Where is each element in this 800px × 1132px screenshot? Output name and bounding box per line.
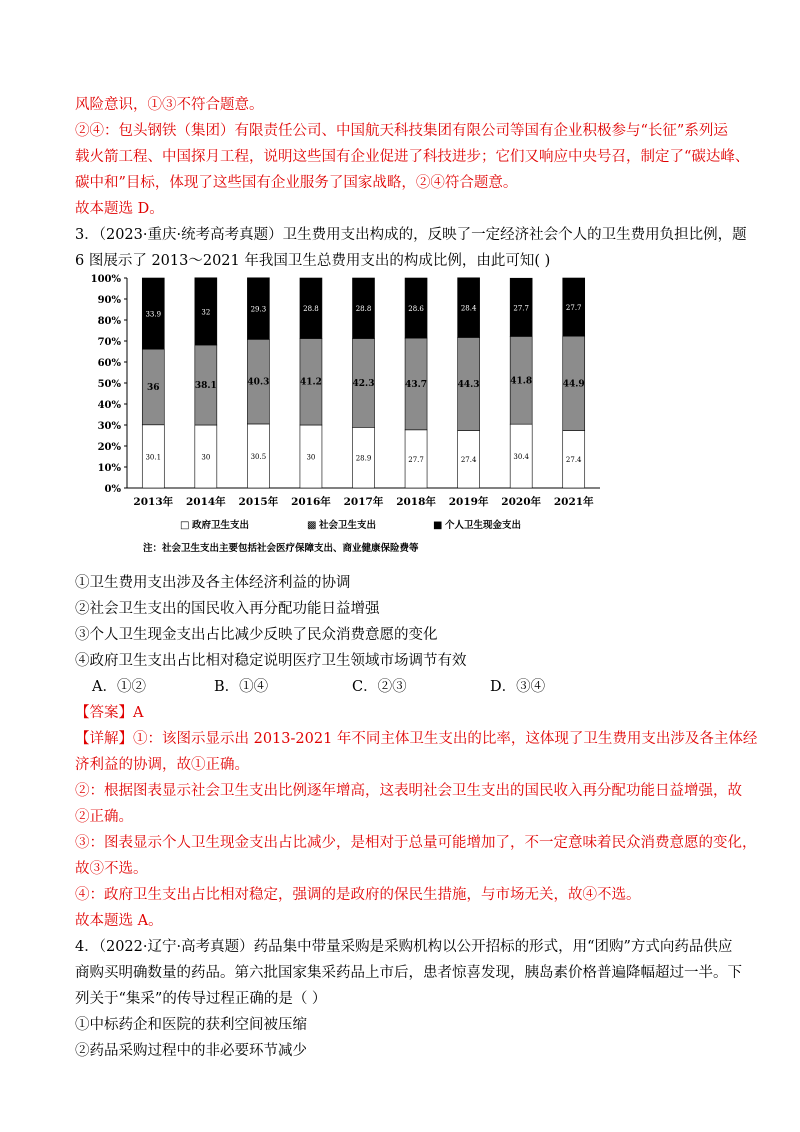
explanation-line: 济利益的协调，故①正确。 bbox=[75, 757, 249, 773]
data-label: 28.6 bbox=[408, 305, 424, 314]
x-tick-label: 2019年 bbox=[448, 496, 489, 508]
y-tick-label: 40% bbox=[97, 400, 121, 411]
text-line: ②④：包头钢铁（集团）有限责任公司、中国航天科技集团有限公司等国有企业积极参与“长征”系列运 bbox=[75, 123, 728, 139]
data-label: 27.7 bbox=[565, 304, 582, 313]
x-tick-label: 2021年 bbox=[553, 496, 594, 508]
statement-1: ①卫生费用支出涉及各主体经济利益的协调 bbox=[75, 575, 351, 591]
x-tick-label: 2014年 bbox=[185, 496, 226, 508]
question-3-stem: 3．（2023·重庆·统考高考真题）卫生费用支出构成的，反映了一定经济社会个人的卫生费用负担比例，题 bbox=[75, 227, 747, 243]
data-label: 30 bbox=[306, 453, 316, 462]
question-4-stem: 4．（2022·辽宁·高考真题）药品集中带量采购是采购机构以公开招标的形式，用“团购”方式向药品供应 bbox=[75, 939, 733, 955]
statement-4: ④政府卫生支出占比相对稳定说明医疗卫生领域市场调节有效 bbox=[75, 653, 467, 669]
data-label: 30.4 bbox=[513, 453, 529, 462]
text-line: 碳中和”目标，体现了这些国有企业服务了国家战略，②④符合题意。 bbox=[75, 175, 518, 191]
option-a: A．①② bbox=[92, 679, 146, 695]
data-label: 30.1 bbox=[145, 453, 162, 462]
text-line: 载火箭工程、中国探月工程，说明这些国有企业促进了科技进步；它们又响应中央号召，制定了“碳达峰、 bbox=[75, 149, 750, 165]
x-tick-label: 2015年 bbox=[238, 496, 279, 508]
x-tick-label: 2013年 bbox=[133, 496, 174, 508]
data-label: 27.7 bbox=[408, 455, 424, 464]
y-tick-label: 90% bbox=[97, 295, 121, 306]
explanation-line: ④：政府卫生支出占比相对稳定，强调的是政府的保民生措施，与市场无关，故④不选。 bbox=[75, 887, 641, 903]
legend-label: 政府卫生支出 bbox=[192, 520, 250, 531]
x-tick-label: 2016年 bbox=[291, 496, 331, 508]
statement-2: ②药品采购过程中的非必要环节减少 bbox=[75, 1043, 307, 1059]
y-tick-label: 20% bbox=[97, 442, 121, 453]
text-line: 故本题选 D。 bbox=[75, 201, 164, 217]
legend-label: 个人卫生现金支出 bbox=[445, 520, 522, 531]
data-label: 27.7 bbox=[513, 304, 529, 313]
y-tick-label: 0% bbox=[104, 484, 121, 495]
question-3-stem: 6 图展示了 2013～2021 年我国卫生总费用支出的构成比例，由此可知( ) bbox=[75, 253, 551, 269]
data-label: 42.3 bbox=[352, 378, 375, 389]
data-label: 29.3 bbox=[250, 305, 267, 314]
explanation-line: ②正确。 bbox=[75, 809, 133, 825]
x-tick-label: 2018年 bbox=[396, 496, 436, 508]
question-4-stem: 列关于“集采”的传导过程正确的是（ ） bbox=[75, 991, 327, 1007]
x-tick-label: 2020年 bbox=[501, 496, 542, 508]
y-tick-label: 30% bbox=[97, 421, 121, 432]
data-label: 32 bbox=[201, 308, 211, 317]
statement-1: ①中标药企和医院的获利空间被压缩 bbox=[75, 1017, 307, 1033]
explanation-line: ②：根据图表显示社会卫生支出比例逐年增高，这表明社会卫生支出的国民收入再分配功能日益增强，故 bbox=[75, 783, 742, 799]
data-label: 44.3 bbox=[457, 379, 480, 390]
data-label: 28.8 bbox=[303, 305, 319, 314]
legend-label: 社会卫生支出 bbox=[319, 520, 377, 531]
y-tick-label: 80% bbox=[97, 316, 121, 327]
data-label: 33.9 bbox=[145, 310, 162, 319]
statement-3: ③个人卫生现金支出占比减少反映了民众消费意愿的变化 bbox=[75, 627, 438, 643]
y-tick-label: 60% bbox=[97, 358, 121, 369]
option-b: B．①④ bbox=[214, 679, 269, 695]
data-label: 28.8 bbox=[355, 305, 372, 314]
explanation-line: 故本题选 A。 bbox=[75, 913, 163, 929]
data-label: 27.4 bbox=[460, 456, 477, 465]
data-label: 41.8 bbox=[510, 376, 533, 387]
data-label: 41.2 bbox=[299, 377, 322, 388]
statement-2: ②社会卫生支出的国民收入再分配功能日益增强 bbox=[75, 601, 380, 617]
data-label: 38.1 bbox=[194, 380, 217, 391]
data-label: 28.4 bbox=[460, 304, 477, 313]
data-label: 28.9 bbox=[355, 454, 372, 463]
legend-marker: ■ bbox=[433, 520, 443, 531]
data-label: 44.9 bbox=[562, 379, 585, 390]
chart-note: 注：社会卫生支出主要包括社会医疗保障支出、商业健康保险费等 bbox=[143, 543, 419, 554]
option-c: C．②③ bbox=[352, 679, 407, 695]
question-4-stem: 商购买明确数量的药品。第六批国家集采药品上市后，患者惊喜发现，胰岛素价格普遍降幅超过一半。下 bbox=[75, 965, 742, 981]
data-label: 30 bbox=[201, 453, 211, 462]
legend-marker: □ bbox=[180, 520, 190, 531]
data-label: 27.4 bbox=[565, 456, 582, 465]
legend-marker: ▩ bbox=[307, 520, 317, 531]
x-tick-label: 2017年 bbox=[343, 496, 384, 508]
y-tick-label: 10% bbox=[97, 463, 121, 474]
text-line: 风险意识，①③不符合题意。 bbox=[75, 97, 264, 113]
y-tick-label: 100% bbox=[90, 274, 121, 285]
explanation-line: 故③不选。 bbox=[75, 861, 148, 877]
data-label: 40.3 bbox=[247, 377, 270, 388]
data-label: 43.7 bbox=[405, 379, 428, 390]
y-tick-label: 70% bbox=[97, 337, 121, 348]
data-label: 30.5 bbox=[250, 452, 267, 461]
explanation-line: 【详解】①：该图示显示出 2013-2021 年不同主体卫生支出的比率，这体现了卫生费用支出涉及各主体经 bbox=[75, 731, 758, 747]
stacked-bar-chart bbox=[90, 268, 615, 558]
option-d: D．③④ bbox=[490, 679, 546, 695]
data-label: 36 bbox=[147, 382, 160, 393]
answer-line: 【答案】A bbox=[75, 705, 144, 721]
explanation-line: ③：图表显示个人卫生现金支出占比减少，是相对于总量可能增加了，不一定意味着民众消费意愿的变化， bbox=[75, 835, 757, 851]
y-tick-label: 50% bbox=[97, 379, 121, 390]
